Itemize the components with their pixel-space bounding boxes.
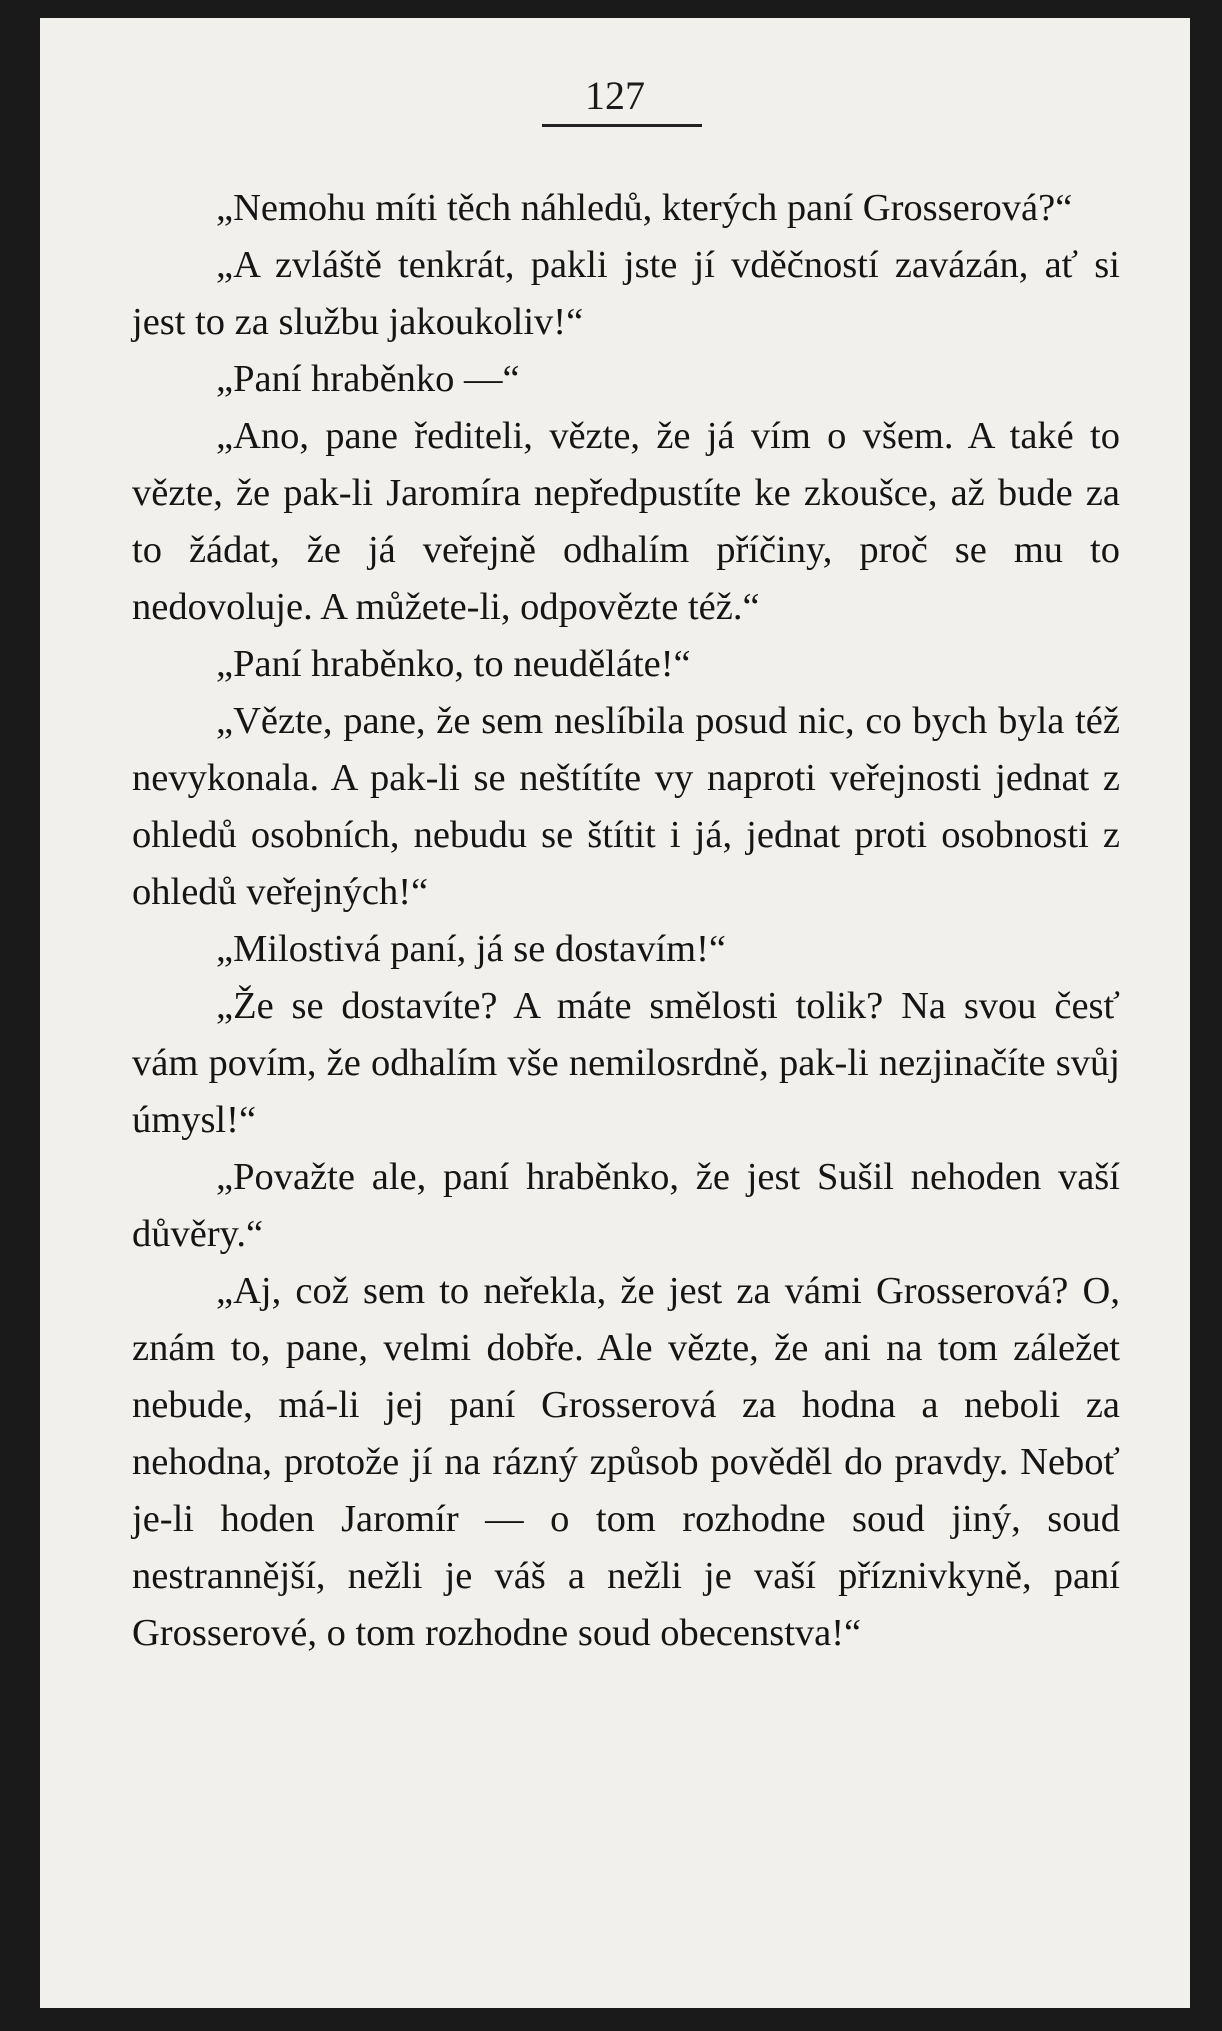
paragraph: „Že se dostavíte? A máte smělosti tolik? Na svou česť vám povím, že odhalím vše nemilosrdně, pak-li nezjinačíte svůj úmysl!“ <box>132 985 1120 1141</box>
book-page <box>40 18 1190 2008</box>
paragraph: „A zvláště tenkrát, pakli jste jí vděčností zavázán, ať si jest to za službu jakoukoliv!“ <box>132 244 1120 343</box>
paragraph: „Nemohu míti těch náhledů, kterých paní Grosserová?“ <box>216 187 1073 229</box>
paragraph: „Ano, pane řediteli, vězte, že já vím o všem. A také to vězte, že pak-li Jaromíra nepředpustíte ke zkoušce, až bude za to žádat, že já veřejně odhalím příčiny, proč se mu to nedovoluje. A můžete-li, odpovězte též.“ <box>132 415 1120 628</box>
paragraph: „Vězte, pane, že sem neslíbila posud nic, co bych byla též nevykonala. A pak-li se neštítíte vy naproti veřejnosti jednat z ohledů osobních, nebudu se štítit i já, jednat proti osobnosti z ohledů veřejných!“ <box>132 700 1120 913</box>
page-number-rule <box>542 124 702 127</box>
paragraph: „Aj, což sem to neřekla, že jest za vámi Grosserová? O, znám to, pane, velmi dobře. Ale vězte, že ani na tom záležet nebude, má-li jej paní Grosserová za hodna a neboli za nehodna, protože jí na rázný způsob pověděl do pravdy. Neboť je-li hoden Jaromír — o tom rozhodne soud jiný, soud nestrannější, nežli je váš a nežli je vaší příznivkyně, paní Grosserové, o tom rozhodne soud obecenstva!“ <box>132 1270 1120 1654</box>
body-text <box>132 180 1120 1662</box>
paragraph: „Paní hraběnko —“ <box>216 358 520 400</box>
paragraph: „Považte ale, paní hraběnko, že jest Sušil nehoden vaší důvěry.“ <box>132 1156 1120 1255</box>
paragraph: „Paní hraběnko, to neuděláte!“ <box>216 643 691 685</box>
paragraph: „Milostivá paní, já se dostavím!“ <box>216 928 727 970</box>
page-number: 127 <box>585 73 645 118</box>
